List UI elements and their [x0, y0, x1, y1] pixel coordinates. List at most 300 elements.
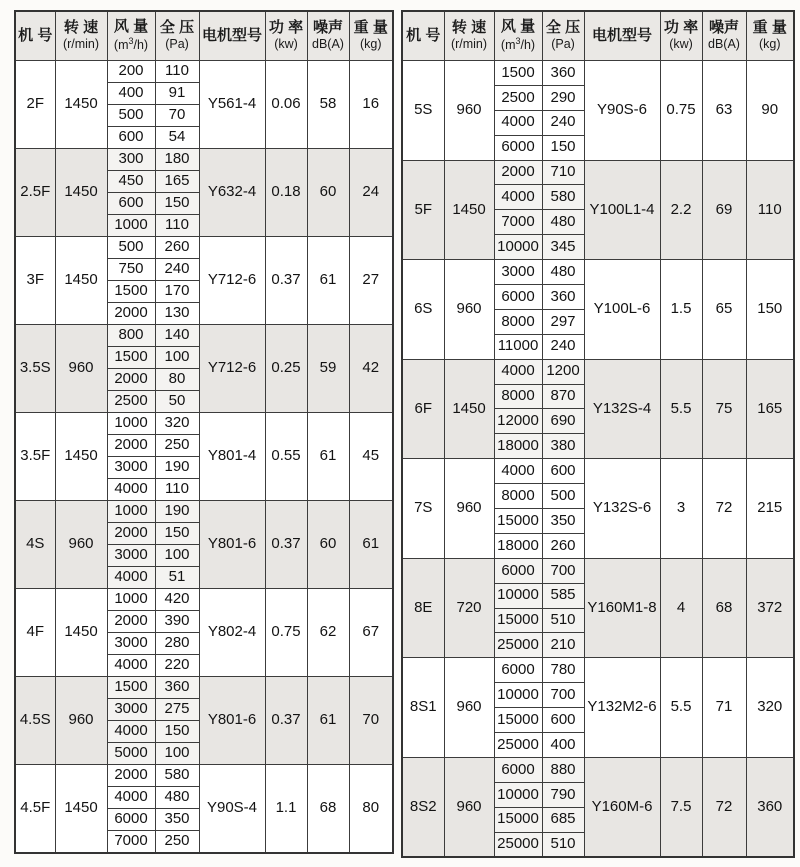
header-row [15, 11, 393, 61]
power-cell: 0.75 [265, 589, 307, 677]
pressure-cell: 420 [155, 589, 199, 611]
flow-cell: 1500 [107, 347, 155, 369]
table-row [402, 61, 794, 86]
flow-cell: 6000 [494, 757, 542, 782]
pressure-cell: 780 [542, 658, 584, 683]
pressure-cell: 110 [155, 61, 199, 83]
flow-cell: 18000 [494, 434, 542, 459]
column-header-label: 电机型号 [201, 26, 262, 44]
pressure-cell: 500 [542, 484, 584, 509]
weight-cell: 320 [746, 658, 794, 758]
flow-cell: 4000 [107, 567, 155, 589]
weight-cell: 80 [349, 765, 393, 853]
flow-cell: 5000 [107, 743, 155, 765]
motor-cell: Y90S-6 [584, 61, 660, 161]
pressure-cell: 380 [542, 434, 584, 459]
table-row [402, 160, 794, 185]
flow-cell: 2500 [107, 391, 155, 413]
column-header-5 [265, 11, 307, 61]
model-cell: 8S2 [402, 757, 444, 857]
power-cell: 0.75 [660, 61, 702, 161]
pressure-cell: 350 [155, 809, 199, 831]
power-cell: 7.5 [660, 757, 702, 857]
pressure-cell: 91 [155, 83, 199, 105]
weight-cell: 24 [349, 149, 393, 237]
flow-cell: 300 [107, 149, 155, 171]
flow-cell: 2000 [107, 611, 155, 633]
column-header-4 [584, 11, 660, 61]
pressure-cell: 110 [155, 215, 199, 237]
noise-cell: 59 [307, 325, 349, 413]
flow-cell: 10000 [494, 235, 542, 260]
pressure-cell: 580 [542, 185, 584, 210]
motor-cell: Y712-6 [199, 325, 265, 413]
column-header-label: 重 量 [353, 19, 388, 37]
flow-cell: 10000 [494, 782, 542, 807]
pressure-cell: 480 [542, 260, 584, 285]
column-header-7 [349, 11, 393, 61]
column-header-unit: (kg) [359, 36, 382, 51]
pressure-cell: 100 [155, 545, 199, 567]
flow-cell: 7000 [107, 831, 155, 853]
motor-cell: Y632-4 [199, 149, 265, 237]
weight-cell: 42 [349, 325, 393, 413]
column-header-1 [55, 11, 107, 61]
speed-cell: 1450 [444, 160, 494, 260]
flow-cell: 1500 [107, 281, 155, 303]
pressure-cell: 51 [155, 567, 199, 589]
column-header-unit: dB(A) [708, 36, 740, 51]
column-header-3 [542, 11, 584, 61]
model-cell: 6F [402, 359, 444, 459]
column-header-label: 电机型号 [591, 26, 652, 44]
flow-cell: 15000 [494, 608, 542, 633]
model-cell: 3.5S [15, 325, 55, 413]
flow-cell: 25000 [494, 832, 542, 857]
table-row [402, 658, 794, 683]
flow-cell: 10000 [494, 683, 542, 708]
column-header-label: 全 压 [159, 19, 195, 37]
power-cell: 0.37 [265, 677, 307, 765]
speed-cell: 1450 [55, 413, 107, 501]
power-cell: 0.18 [265, 149, 307, 237]
speed-cell: 960 [444, 757, 494, 857]
pressure-cell: 360 [542, 285, 584, 310]
pressure-cell: 150 [542, 135, 584, 160]
motor-cell: Y132S-4 [584, 359, 660, 459]
flow-cell: 6000 [107, 809, 155, 831]
flow-cell: 600 [107, 127, 155, 149]
pressure-cell: 580 [155, 765, 199, 787]
flow-cell: 1000 [107, 501, 155, 523]
column-header-label: 噪声 [708, 19, 739, 37]
flow-cell: 2000 [107, 765, 155, 787]
model-cell: 2F [15, 61, 55, 149]
power-cell: 5.5 [660, 359, 702, 459]
pressure-cell: 100 [155, 347, 199, 369]
column-header-unit: (Pa) [551, 36, 575, 51]
column-header-unit: dB(A) [312, 36, 344, 51]
pressure-cell: 345 [542, 235, 584, 260]
flow-cell: 12000 [494, 409, 542, 434]
motor-cell: Y801-6 [199, 677, 265, 765]
noise-cell: 72 [702, 459, 746, 559]
power-cell: 4 [660, 558, 702, 658]
pressure-cell: 280 [155, 633, 199, 655]
flow-cell: 25000 [494, 733, 542, 758]
flow-cell: 1000 [107, 215, 155, 237]
pressure-cell: 150 [155, 193, 199, 215]
table-row [15, 589, 393, 611]
column-header-unit: (r/min) [62, 36, 100, 51]
table-row [15, 677, 393, 699]
table-row [15, 325, 393, 347]
flow-cell: 15000 [494, 708, 542, 733]
flow-cell: 400 [107, 83, 155, 105]
pressure-cell: 700 [542, 558, 584, 583]
header-row [402, 11, 794, 61]
column-header-5 [660, 11, 702, 61]
pressure-cell: 700 [542, 683, 584, 708]
column-header-label: 噪声 [312, 19, 343, 37]
power-cell: 0.55 [265, 413, 307, 501]
column-header-label: 功 率 [268, 19, 304, 37]
weight-cell: 27 [349, 237, 393, 325]
flow-cell: 4000 [494, 110, 542, 135]
weight-cell: 16 [349, 61, 393, 149]
speed-cell: 960 [55, 501, 107, 589]
noise-cell: 65 [702, 260, 746, 360]
model-cell: 3.5F [15, 413, 55, 501]
flow-cell: 4000 [107, 479, 155, 501]
noise-cell: 68 [702, 558, 746, 658]
model-cell: 7S [402, 459, 444, 559]
noise-cell: 63 [702, 61, 746, 161]
flow-cell: 600 [107, 193, 155, 215]
speed-cell: 1450 [55, 589, 107, 677]
flow-cell: 2000 [107, 369, 155, 391]
weight-cell: 360 [746, 757, 794, 857]
table-row [402, 359, 794, 384]
flow-cell: 3000 [107, 457, 155, 479]
power-cell: 0.37 [265, 237, 307, 325]
power-cell: 3 [660, 459, 702, 559]
speed-cell: 1450 [55, 765, 107, 853]
flow-cell: 8000 [494, 484, 542, 509]
pressure-cell: 80 [155, 369, 199, 391]
pressure-cell: 600 [542, 459, 584, 484]
flow-cell: 500 [107, 237, 155, 259]
noise-cell: 68 [307, 765, 349, 853]
flow-cell: 2000 [107, 435, 155, 457]
table-row [15, 237, 393, 259]
fan-spec-table-left [14, 10, 394, 854]
noise-cell: 61 [307, 237, 349, 325]
flow-cell: 2000 [107, 303, 155, 325]
column-header-unit: $(m^3/h)$ [500, 35, 536, 52]
column-header-0 [402, 11, 444, 61]
weight-cell: 150 [746, 260, 794, 360]
model-cell: 8S1 [402, 658, 444, 758]
column-header-label: 功 率 [663, 19, 699, 37]
flow-cell: 1500 [107, 677, 155, 699]
table-row [402, 757, 794, 782]
pressure-cell: 190 [155, 457, 199, 479]
power-cell: 0.25 [265, 325, 307, 413]
motor-cell: Y801-6 [199, 501, 265, 589]
flow-cell: 8000 [494, 384, 542, 409]
column-header-label: 机 号 [406, 26, 441, 44]
power-cell: 2.2 [660, 160, 702, 260]
speed-cell: 960 [444, 658, 494, 758]
motor-cell: Y802-4 [199, 589, 265, 677]
model-cell: 4.5S [15, 677, 55, 765]
pressure-cell: 600 [542, 708, 584, 733]
pressure-cell: 297 [542, 309, 584, 334]
speed-cell: 1450 [55, 61, 107, 149]
pressure-cell: 220 [155, 655, 199, 677]
table-row [402, 558, 794, 583]
pressure-cell: 260 [155, 237, 199, 259]
column-header-unit: $(m^3/h)$ [113, 35, 149, 52]
pressure-cell: 400 [542, 733, 584, 758]
pressure-cell: 50 [155, 391, 199, 413]
flow-cell: 4000 [107, 655, 155, 677]
pressure-cell: 510 [542, 608, 584, 633]
power-cell: 5.5 [660, 658, 702, 758]
pressure-cell: 165 [155, 171, 199, 193]
motor-cell: Y100L-6 [584, 260, 660, 360]
weight-cell: 372 [746, 558, 794, 658]
flow-cell: 18000 [494, 533, 542, 558]
flow-cell: 1000 [107, 413, 155, 435]
pressure-cell: 275 [155, 699, 199, 721]
motor-cell: Y160M1-8 [584, 558, 660, 658]
pressure-cell: 585 [542, 583, 584, 608]
pressure-cell: 880 [542, 757, 584, 782]
column-header-unit: (kg) [758, 36, 781, 51]
column-header-unit: (Pa) [165, 36, 189, 51]
column-header-2 [107, 11, 155, 61]
flow-cell: 3000 [107, 545, 155, 567]
speed-cell: 1450 [55, 237, 107, 325]
speed-cell: 960 [55, 677, 107, 765]
column-header-label: 转 速 [451, 19, 487, 37]
pressure-cell: 690 [542, 409, 584, 434]
flow-cell: 4000 [494, 359, 542, 384]
pressure-cell: 870 [542, 384, 584, 409]
column-header-3 [155, 11, 199, 61]
table-row [15, 61, 393, 83]
fan-spec-table-right [401, 10, 795, 858]
noise-cell: 72 [702, 757, 746, 857]
pressure-cell: 70 [155, 105, 199, 127]
table-row [15, 413, 393, 435]
motor-cell: Y712-6 [199, 237, 265, 325]
speed-cell: 720 [444, 558, 494, 658]
pressure-cell: 480 [155, 787, 199, 809]
flow-cell: 6000 [494, 558, 542, 583]
weight-cell: 67 [349, 589, 393, 677]
pressure-cell: 360 [155, 677, 199, 699]
column-header-1 [444, 11, 494, 61]
speed-cell: 960 [444, 459, 494, 559]
speed-cell: 960 [444, 260, 494, 360]
pressure-cell: 685 [542, 807, 584, 832]
table-row [15, 765, 393, 787]
motor-cell: Y801-4 [199, 413, 265, 501]
flow-cell: 750 [107, 259, 155, 281]
motor-cell: Y561-4 [199, 61, 265, 149]
pressure-cell: 290 [542, 85, 584, 110]
model-cell: 3F [15, 237, 55, 325]
pressure-cell: 260 [542, 533, 584, 558]
pressure-cell: 510 [542, 832, 584, 857]
noise-cell: 60 [307, 149, 349, 237]
flow-cell: 6000 [494, 285, 542, 310]
pressure-cell: 140 [155, 325, 199, 347]
flow-cell: 8000 [494, 309, 542, 334]
weight-cell: 61 [349, 501, 393, 589]
flow-cell: 15000 [494, 509, 542, 534]
weight-cell: 90 [746, 61, 794, 161]
motor-cell: Y100L1-4 [584, 160, 660, 260]
model-cell: 5S [402, 61, 444, 161]
flow-cell: 1000 [107, 589, 155, 611]
pressure-cell: 210 [542, 633, 584, 658]
pressure-cell: 110 [155, 479, 199, 501]
column-header-label: 全 压 [545, 19, 581, 37]
pressure-cell: 150 [155, 721, 199, 743]
column-header-label: 风 量 [113, 18, 149, 36]
noise-cell: 71 [702, 658, 746, 758]
model-cell: 4.5F [15, 765, 55, 853]
motor-cell: Y132M2-6 [584, 658, 660, 758]
pressure-cell: 360 [542, 61, 584, 86]
flow-cell: 4000 [107, 787, 155, 809]
power-cell: 1.5 [660, 260, 702, 360]
noise-cell: 69 [702, 160, 746, 260]
flow-cell: 200 [107, 61, 155, 83]
pressure-cell: 250 [155, 435, 199, 457]
flow-cell: 4000 [494, 459, 542, 484]
flow-cell: 450 [107, 171, 155, 193]
column-header-7 [746, 11, 794, 61]
noise-cell: 75 [702, 359, 746, 459]
flow-cell: 6000 [494, 135, 542, 160]
flow-cell: 3000 [107, 633, 155, 655]
flow-cell: 2000 [107, 523, 155, 545]
pressure-cell: 240 [542, 334, 584, 359]
flow-cell: 25000 [494, 633, 542, 658]
flow-cell: 6000 [494, 658, 542, 683]
column-header-label: 风 量 [500, 18, 536, 36]
flow-cell: 2000 [494, 160, 542, 185]
column-header-4 [199, 11, 265, 61]
column-header-unit: (kw) [669, 36, 693, 51]
pressure-cell: 54 [155, 127, 199, 149]
pressure-cell: 130 [155, 303, 199, 325]
column-header-6 [307, 11, 349, 61]
speed-cell: 1450 [55, 149, 107, 237]
noise-cell: 61 [307, 413, 349, 501]
pressure-cell: 240 [155, 259, 199, 281]
model-cell: 4F [15, 589, 55, 677]
pressure-cell: 240 [542, 110, 584, 135]
pressure-cell: 1200 [542, 359, 584, 384]
flow-cell: 1500 [494, 61, 542, 86]
pressure-cell: 350 [542, 509, 584, 534]
pressure-cell: 150 [155, 523, 199, 545]
power-cell: 1.1 [265, 765, 307, 853]
flow-cell: 500 [107, 105, 155, 127]
pressure-cell: 190 [155, 501, 199, 523]
motor-cell: Y132S-6 [584, 459, 660, 559]
flow-cell: 3000 [107, 699, 155, 721]
model-cell: 2.5F [15, 149, 55, 237]
speed-cell: 1450 [444, 359, 494, 459]
column-header-unit: (kw) [274, 36, 298, 51]
pressure-cell: 390 [155, 611, 199, 633]
table-row [402, 260, 794, 285]
pressure-cell: 480 [542, 210, 584, 235]
flow-cell: 3000 [494, 260, 542, 285]
table-row [15, 501, 393, 523]
pressure-cell: 100 [155, 743, 199, 765]
flow-cell: 7000 [494, 210, 542, 235]
pressure-cell: 790 [542, 782, 584, 807]
flow-cell: 800 [107, 325, 155, 347]
noise-cell: 58 [307, 61, 349, 149]
flow-cell: 4000 [107, 721, 155, 743]
power-cell: 0.37 [265, 501, 307, 589]
weight-cell: 70 [349, 677, 393, 765]
motor-cell: Y160M-6 [584, 757, 660, 857]
pressure-cell: 250 [155, 831, 199, 853]
column-header-label: 机 号 [18, 26, 53, 44]
flow-cell: 11000 [494, 334, 542, 359]
flow-cell: 4000 [494, 185, 542, 210]
power-cell: 0.06 [265, 61, 307, 149]
pressure-cell: 180 [155, 149, 199, 171]
table-row [15, 149, 393, 171]
column-header-label: 重 量 [752, 19, 787, 37]
table-row [402, 459, 794, 484]
speed-cell: 960 [444, 61, 494, 161]
column-header-0 [15, 11, 55, 61]
weight-cell: 165 [746, 359, 794, 459]
flow-cell: 10000 [494, 583, 542, 608]
flow-cell: 15000 [494, 807, 542, 832]
pressure-cell: 710 [542, 160, 584, 185]
speed-cell: 960 [55, 325, 107, 413]
pressure-cell: 320 [155, 413, 199, 435]
model-cell: 5F [402, 160, 444, 260]
model-cell: 6S [402, 260, 444, 360]
weight-cell: 45 [349, 413, 393, 501]
model-cell: 8E [402, 558, 444, 658]
weight-cell: 215 [746, 459, 794, 559]
model-cell: 4S [15, 501, 55, 589]
motor-cell: Y90S-4 [199, 765, 265, 853]
column-header-label: 转 速 [63, 19, 99, 37]
noise-cell: 60 [307, 501, 349, 589]
noise-cell: 62 [307, 589, 349, 677]
noise-cell: 61 [307, 677, 349, 765]
column-header-6 [702, 11, 746, 61]
weight-cell: 110 [746, 160, 794, 260]
column-header-2 [494, 11, 542, 61]
